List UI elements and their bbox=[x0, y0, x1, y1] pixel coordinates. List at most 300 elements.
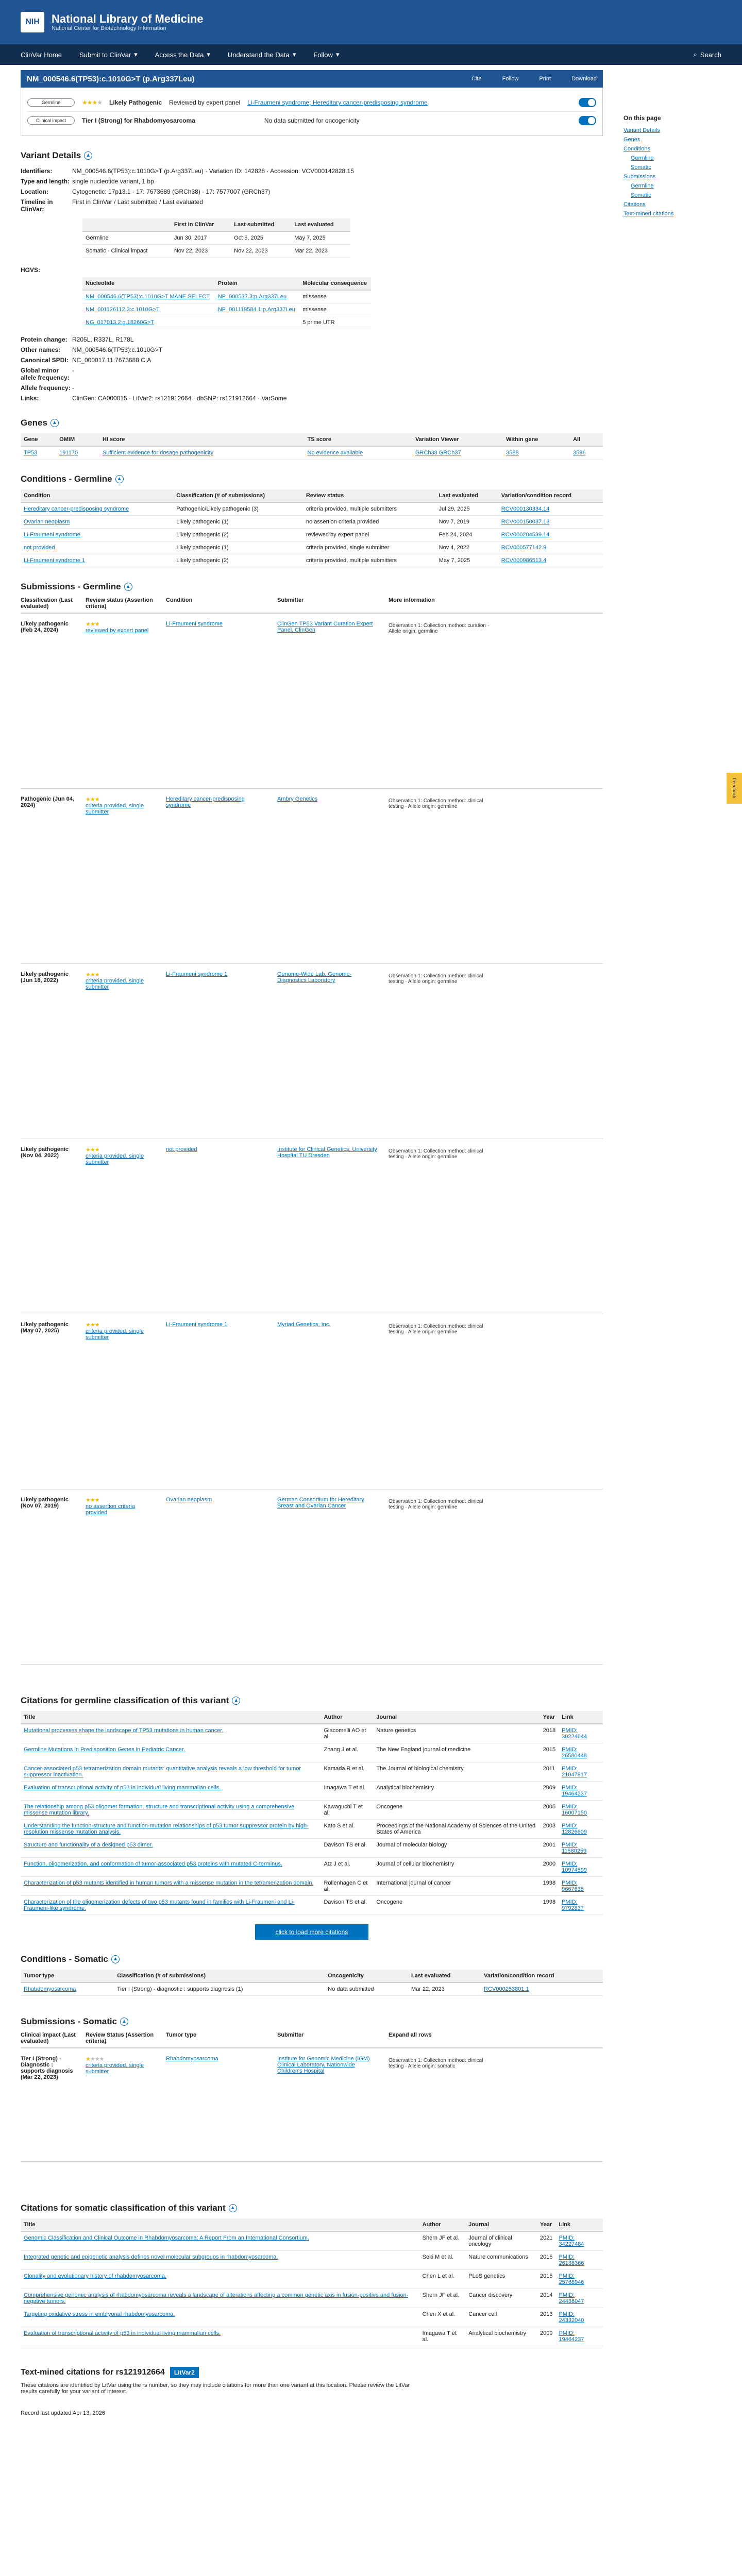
table-text: 2018 bbox=[543, 1727, 556, 1734]
details-list bbox=[21, 166, 603, 214]
table-text: Shern JF et al. bbox=[422, 2292, 460, 2298]
table-link[interactable]: Mutational processes shape the landscape of TP53 mutations in human cancer. bbox=[24, 1727, 224, 1734]
submission-col bbox=[21, 971, 77, 1131]
table-link[interactable]: Li-Fraumeni syndrome 1 bbox=[24, 557, 86, 564]
table-cell bbox=[231, 245, 291, 258]
table-cell bbox=[540, 1801, 559, 1820]
table-link[interactable]: not provided bbox=[24, 545, 55, 551]
table-cell bbox=[21, 1982, 114, 1996]
table-row bbox=[21, 1896, 603, 1915]
table-text: Nov 22, 2023 bbox=[234, 248, 268, 254]
table-link[interactable]: Targeting oxidative stress in embryonal rhabdomyosarcoma. bbox=[24, 2311, 175, 2317]
table-cell bbox=[498, 541, 603, 554]
table-cell bbox=[291, 231, 350, 245]
nih-logo[interactable]: NIH bbox=[21, 12, 44, 32]
table-cell bbox=[173, 541, 303, 554]
submission-col bbox=[86, 1321, 158, 1482]
table-cell bbox=[82, 245, 171, 258]
site-subtitle: National Center for Biotechnology Information bbox=[52, 25, 166, 32]
table-text: no assertion criteria provided bbox=[306, 519, 379, 525]
table-cell bbox=[321, 1858, 373, 1877]
table-cell bbox=[373, 1724, 539, 1743]
review-stars: ★★★ bbox=[86, 621, 99, 628]
citations-somatic-section bbox=[21, 2203, 603, 2346]
collapse-icon[interactable]: ▲ bbox=[115, 475, 124, 483]
table-link[interactable]: Characterization of p53 mutants identified in human tumors with a missense mutation in the tetramerization domain. bbox=[24, 1880, 314, 1886]
table-cell bbox=[56, 446, 99, 460]
summary-label: Germline bbox=[27, 98, 75, 107]
table-cell bbox=[465, 2251, 537, 2270]
table-link[interactable]: PMID: 30224644 bbox=[562, 1727, 587, 1740]
detail-row bbox=[21, 166, 603, 176]
column-header: Link bbox=[555, 2218, 603, 2231]
table-row bbox=[21, 2270, 603, 2289]
nav-item-submit[interactable]: Submit to ClinVar ▾ bbox=[79, 50, 138, 59]
submission-col bbox=[389, 796, 492, 956]
table-row bbox=[21, 516, 603, 529]
submissions-list bbox=[21, 614, 603, 1665]
table-text: reviewed by expert panel bbox=[306, 532, 369, 538]
table-link[interactable]: 191170 bbox=[59, 450, 78, 456]
sidebar-item-submissions[interactable]: Submissions bbox=[623, 174, 656, 180]
submission-col bbox=[277, 796, 380, 956]
print-button[interactable]: Print bbox=[539, 76, 551, 82]
detail-value: NC_000017.11:7673688:C:A bbox=[72, 357, 151, 364]
table-cell bbox=[537, 2308, 555, 2327]
table-link[interactable]: PMID: 19464237 bbox=[562, 1785, 587, 1797]
submission-card bbox=[21, 614, 603, 789]
column-header: Year bbox=[537, 2218, 555, 2231]
detail-row bbox=[21, 365, 603, 383]
detail-value: ClinGen: CA000015 · LitVar2: rs121912664 · dbSNP: rs121912664 · VarSome bbox=[72, 395, 287, 402]
table-link[interactable]: Understanding the function-structure and function-mutation relationships of p53 tumor suppressor protein by high-resolution missense mutation analysis. bbox=[24, 1823, 309, 1835]
column-header: Submitter bbox=[277, 2032, 304, 2038]
detail-value: NM_000546.6(TP53):c.1010G>T bbox=[72, 346, 163, 353]
table-text: Atz J et al. bbox=[324, 1861, 350, 1867]
table-cell bbox=[21, 2231, 419, 2251]
column-header: All bbox=[570, 433, 603, 446]
collapse-icon[interactable]: ▲ bbox=[124, 583, 132, 591]
table-text: missense bbox=[302, 307, 327, 313]
section-title: Text-mined citations for rs121912664 bbox=[21, 2368, 165, 2377]
table-cell bbox=[299, 303, 371, 316]
table-cell bbox=[373, 1839, 539, 1858]
main-nav bbox=[0, 44, 742, 65]
citations-somatic-table bbox=[21, 2218, 603, 2346]
table-link[interactable]: PMID: 34227484 bbox=[559, 2235, 584, 2247]
submission-review[interactable]: reviewed by expert panel bbox=[86, 628, 149, 634]
variant-details-section: Variant Details ▲ Identifiers: NM_000546.6(TP53):c.1010G>T (p.Arg337Leu) · Variation ID: 142828 · Accession: VCV000142828.15 Type and length: single nucleotide variant, 1 bp Location: Cytogenetic: 17p13.1 · 17: 7673689 (GRCh38) · 17: 7577007 (GRCh37) Timeline in ClinVar: First in ClinVar / Last submitted / Last evaluated First in ClinVar Last submitted Last evaluated Germline Jun 30, 2017 Oct 5, 2025 May 7, 2025 Somatic - Clinical impact Nov 22, 2023 Nov 22, 2023 Mar 22, 2023 HGVS: Nucleotide Protein Molecular consequence NM_000546.6(TP53):c.1010G>T MANE SELECT NP_000537.3:p.Arg337Leu missense NM_001126112.3:c.1010G>T NP_001119584.1:p.Arg337Leu missense NG_017013.2:g.18260G>T 5 prime UTR Protein change: R205L, R337L, R178L Other names: NM_000546.6(TP53):c.1010G>T Canonical SPDI: NC_000017.11:7673688:C:A Global minor allele frequency: - Allele frequency: - Links: ClinGen: CA000015 · LitVar2: rs121912664 · dbSNP: rs121912664 · VarSome bbox=[21, 150, 603, 403]
table-link[interactable]: Sufficient evidence for dosage pathogenicity bbox=[103, 450, 214, 456]
table-link[interactable]: Evaluation of transcriptional activity of p53 in individual living mammalian cells. bbox=[24, 1785, 221, 1791]
table-cell bbox=[321, 1782, 373, 1801]
detail-key: Timeline in ClinVar: bbox=[21, 198, 53, 213]
sidebar-item-submissions-somatic[interactable]: Somatic bbox=[631, 192, 651, 198]
table-cell bbox=[299, 316, 371, 329]
sidebar-item-variant-details[interactable]: Variant Details bbox=[623, 127, 660, 133]
table-cell bbox=[291, 245, 350, 258]
collapse-icon[interactable]: ▲ bbox=[50, 419, 59, 427]
table-text: Nov 4, 2022 bbox=[439, 545, 469, 551]
submission-col bbox=[21, 1146, 77, 1307]
table-cell bbox=[436, 516, 498, 529]
submission-condition[interactable]: Li-Fraumeni syndrome bbox=[166, 621, 223, 627]
submission-card: Tier I (Strong) - Diagnostic : supports diagnosis (Mar 22, 2023) ★★★★ criteria provided, single submitter Rhabdomyosarcoma Institute for Genomic Medicine (IGM) Clinical Laboratory, Nationwide Children's Hospital Observation 1: Collection method: clinical testing · Allele origin: somatic bbox=[21, 2048, 603, 2162]
table-link[interactable]: PMID: 21047817 bbox=[562, 1766, 587, 1778]
column-header: Last submitted bbox=[231, 218, 291, 231]
submission-col bbox=[166, 1497, 269, 1657]
table-text: Nov 7, 2019 bbox=[439, 519, 469, 525]
table-link[interactable]: NP_001119584.1:p.Arg337Leu bbox=[217, 307, 295, 313]
table-text: Cancer discovery bbox=[468, 2292, 513, 2298]
variant-header bbox=[21, 70, 603, 88]
timeline-table bbox=[82, 218, 350, 258]
collapse-icon[interactable]: ▲ bbox=[111, 1955, 120, 1963]
table-cell bbox=[498, 529, 603, 541]
table-cell bbox=[21, 2251, 419, 2270]
submission-submitter[interactable]: German Consortium for Hereditary Breast and Ovarian Cancer bbox=[277, 1497, 364, 1509]
download-button[interactable]: Download bbox=[571, 76, 597, 82]
table-cell bbox=[303, 541, 436, 554]
table-cell bbox=[373, 1782, 539, 1801]
table-cell bbox=[481, 1982, 603, 1996]
column-header: Link bbox=[559, 1711, 603, 1724]
table-cell bbox=[559, 1724, 603, 1743]
table-link[interactable]: PMID: 26138366 bbox=[559, 2254, 584, 2266]
table-cell bbox=[419, 2231, 466, 2251]
table-link[interactable]: 3596 bbox=[573, 450, 586, 456]
column-header: First in ClinVar bbox=[171, 218, 231, 231]
table-link[interactable]: NG_017013.2:g.18260G>T bbox=[86, 319, 155, 326]
table-link[interactable]: RCV000150037.13 bbox=[501, 519, 550, 525]
submission-condition[interactable]: not provided bbox=[166, 1146, 197, 1153]
submission-review[interactable]: no assertion criteria provided bbox=[86, 1503, 135, 1516]
table-link[interactable]: TP53 bbox=[24, 450, 38, 456]
table-row bbox=[21, 2251, 603, 2270]
table-text: Likely pathogenic (1) bbox=[176, 519, 229, 525]
table-cell bbox=[373, 1801, 539, 1820]
sidebar-item-conditions-germline[interactable]: Germline bbox=[631, 155, 654, 161]
submission-submitter[interactable]: ClinGen TP53 Variant Curation Expert Panel, ClinGen bbox=[277, 621, 373, 633]
table-row bbox=[82, 290, 371, 303]
column-header: More information bbox=[389, 597, 435, 603]
submission-observation: Observation 1: Collection method: curation · Allele origin: germline bbox=[389, 623, 490, 634]
table-cell bbox=[465, 2289, 537, 2308]
table-cell bbox=[436, 502, 498, 516]
submissions-somatic-section bbox=[21, 2016, 603, 2162]
detail-row bbox=[21, 393, 603, 403]
column-header: Variation Viewer bbox=[412, 433, 503, 446]
table-link[interactable]: Evaluation of transcriptional activity of p53 in individual living mammalian cells. bbox=[24, 2330, 221, 2336]
submission-condition[interactable]: Hereditary cancer-predisposing syndrome bbox=[166, 796, 245, 808]
submission-review[interactable]: criteria provided, single submitter bbox=[86, 2062, 144, 2075]
table-cell bbox=[537, 2270, 555, 2289]
table-link[interactable]: PMID: 19464237 bbox=[559, 2330, 584, 2343]
table-row bbox=[21, 1724, 603, 1743]
submission-review[interactable]: criteria provided, single submitter bbox=[86, 803, 144, 815]
nav-item-follow[interactable]: Follow ▾ bbox=[313, 50, 340, 59]
summary-toggle[interactable] bbox=[579, 116, 596, 125]
summary-condition[interactable]: Li-Fraumeni syndrome; Hereditary cancer-predisposing syndrome bbox=[247, 99, 428, 106]
table-cell bbox=[465, 2270, 537, 2289]
table-text: Oncogene bbox=[376, 1804, 403, 1810]
table-text: Davison TS et al. bbox=[324, 1842, 367, 1848]
section-title: Citations for somatic classification of this variant bbox=[21, 2203, 226, 2213]
column-header: Tumor type bbox=[21, 1970, 114, 1982]
sidebar-item-submissions-germline[interactable]: Germline bbox=[631, 183, 654, 189]
nav-item-home[interactable]: ClinVar Home bbox=[21, 50, 62, 59]
table-cell bbox=[498, 554, 603, 567]
table-cell bbox=[21, 1896, 321, 1915]
table-link[interactable]: RCV000986513.4 bbox=[501, 557, 547, 564]
table-link[interactable]: NM_001126112.3:c.1010G>T bbox=[86, 307, 160, 313]
table-cell bbox=[303, 529, 436, 541]
conditions-somatic-table bbox=[21, 1970, 603, 1996]
genes-section bbox=[21, 418, 603, 460]
table-link[interactable]: Germline Mutations in Predisposition Genes in Pediatric Cancer. bbox=[24, 1747, 185, 1753]
main-content bbox=[21, 65, 603, 2416]
table-row bbox=[21, 529, 603, 541]
table-link[interactable]: Clonality and evolutionary history of rhabdomyosarcoma. bbox=[24, 2273, 166, 2279]
column-header: Author bbox=[419, 2218, 466, 2231]
detail-value: First in ClinVar / Last submitted / Last evaluated bbox=[72, 198, 203, 206]
detail-row bbox=[21, 176, 603, 187]
load-more-citations-button[interactable]: click to load more citations bbox=[255, 1924, 368, 1940]
submission-condition[interactable]: Li-Fraumeni syndrome 1 bbox=[166, 1321, 228, 1328]
submission-col bbox=[277, 621, 380, 781]
review-stars: ★★★ bbox=[86, 1147, 99, 1153]
table-link[interactable]: Li-Fraumeni syndrome bbox=[24, 532, 81, 538]
variant-title: NM_000546.6(TP53):c.1010G>T (p.Arg337Leu) bbox=[27, 74, 195, 83]
table-cell bbox=[540, 1782, 559, 1801]
table-link[interactable]: Hereditary cancer-predisposing syndrome bbox=[24, 506, 129, 512]
table-cell bbox=[215, 316, 299, 329]
table-cell bbox=[82, 316, 215, 329]
table-cell bbox=[537, 2231, 555, 2251]
table-cell bbox=[540, 1896, 559, 1915]
table-link[interactable]: RCV000253801.1 bbox=[484, 1986, 529, 1992]
table-link[interactable]: Comprehensive genomic analysis of rhabdomyosarcoma reveals a landscape of alterations affecting a common genetic axis in fusion-positive and fusion-negative tumors. bbox=[24, 2292, 409, 2304]
table-text: Likely pathogenic (2) bbox=[176, 557, 229, 564]
collapse-icon[interactable]: ▲ bbox=[232, 1697, 240, 1705]
submission-observation: Observation 1: Collection method: clinical testing · Allele origin: germline bbox=[389, 798, 483, 809]
table-text: Kato S et al. bbox=[324, 1823, 355, 1829]
table-link[interactable]: RCV000577142.9 bbox=[501, 545, 547, 551]
submission-submitter[interactable]: Myriad Genetics, Inc. bbox=[277, 1321, 331, 1328]
table-cell bbox=[21, 1858, 321, 1877]
table-text: 1998 bbox=[543, 1880, 556, 1886]
summary-review: Reviewed by expert panel bbox=[169, 99, 241, 106]
table-link[interactable]: Genomic Classification and Clinical Outcome in Rhabdomyosarcoma: A Report From an International Consortium. bbox=[24, 2235, 309, 2241]
sidebar-item-conditions[interactable]: Conditions bbox=[623, 146, 650, 152]
submission-col bbox=[166, 1146, 269, 1307]
submission-review[interactable]: criteria provided, single submitter bbox=[86, 1153, 144, 1165]
submission-col bbox=[21, 621, 77, 781]
submission-review[interactable]: criteria provided, single submitter bbox=[86, 978, 144, 990]
column-header bbox=[82, 218, 171, 231]
table-text: Nov 22, 2023 bbox=[174, 248, 208, 254]
table-link[interactable]: Characterization of the oligomerization defects of two p53 mutants found in families with Li-Fraumeni and Li-Fraumeni-like syndrome. bbox=[24, 1899, 295, 1911]
table-cell bbox=[303, 516, 436, 529]
citations-germline-table bbox=[21, 1711, 603, 1915]
table-cell bbox=[215, 290, 299, 303]
review-stars: ★★★★ bbox=[82, 99, 103, 106]
table-link[interactable]: Structure and functionality of a designed p53 dimer. bbox=[24, 1842, 153, 1848]
table-cell bbox=[21, 2308, 419, 2327]
table-cell bbox=[373, 1820, 539, 1839]
table-text: Seki M et al. bbox=[422, 2254, 454, 2260]
table-cell bbox=[540, 1724, 559, 1743]
table-link[interactable]: Rhabdomyosarcoma bbox=[24, 1986, 76, 1992]
site-title[interactable]: National Library of Medicine bbox=[52, 12, 204, 25]
column-header: Last evaluated bbox=[291, 218, 350, 231]
table-link[interactable]: Integrated genetic and epigenetic analysis defines novel molecular subgroups in rhabdomyosarcoma. bbox=[24, 2254, 278, 2260]
table-cell bbox=[173, 502, 303, 516]
table-link[interactable]: PMID: 9667635 bbox=[562, 1880, 584, 1892]
table-cell bbox=[21, 1839, 321, 1858]
table-text: Feb 24, 2024 bbox=[439, 532, 473, 538]
sidebar-item-citations[interactable]: Citations bbox=[623, 201, 646, 208]
table-link[interactable]: PMID: 26580448 bbox=[562, 1747, 587, 1759]
detail-row bbox=[21, 187, 603, 197]
table-text: Oncogene bbox=[376, 1899, 403, 1905]
collapse-icon[interactable]: ▲ bbox=[229, 2204, 237, 2212]
table-text: Nature genetics bbox=[376, 1727, 416, 1734]
table-row bbox=[21, 2289, 603, 2308]
submission-condition[interactable]: Ovarian neoplasm bbox=[166, 1497, 212, 1503]
table-cell bbox=[21, 1877, 321, 1896]
sidebar-item-conditions-somatic[interactable]: Somatic bbox=[631, 164, 651, 171]
cite-button[interactable]: Cite bbox=[471, 76, 482, 82]
table-cell bbox=[321, 1820, 373, 1839]
submission-classification: Likely pathogenic (Feb 24, 2024) bbox=[21, 621, 69, 633]
table-row bbox=[21, 2327, 603, 2346]
detail-value: - bbox=[72, 384, 74, 392]
column-header: Last evaluated bbox=[436, 489, 498, 502]
review-stars: ★★★ bbox=[86, 796, 99, 803]
submission-col bbox=[86, 1497, 158, 1657]
table-cell bbox=[21, 516, 173, 529]
submission-submitter[interactable]: Ambry Genetics bbox=[277, 796, 318, 802]
table-text: 2015 bbox=[540, 2273, 553, 2279]
table-cell bbox=[114, 1982, 325, 1996]
table-text: 2001 bbox=[543, 1842, 556, 1848]
submission-col bbox=[21, 1497, 77, 1657]
submission-col bbox=[277, 1497, 380, 1657]
submission-submitter[interactable]: Institute for Clinical Genetics, University Hospital TU Dresden bbox=[277, 1146, 377, 1159]
column-header: Condition bbox=[21, 489, 173, 502]
table-link[interactable]: PMID: 16007150 bbox=[562, 1804, 587, 1816]
column-header: Within gene bbox=[503, 433, 570, 446]
submission-card bbox=[21, 1489, 603, 1665]
collapse-icon[interactable]: ▲ bbox=[84, 151, 92, 160]
table-text: Somatic - Clinical impact bbox=[86, 248, 148, 254]
table-row bbox=[82, 303, 371, 316]
table-text: May 7, 2025 bbox=[294, 235, 326, 241]
table-link[interactable]: GRCh38 GRCh37 bbox=[415, 450, 461, 456]
litvar-badge[interactable]: LitVar2 bbox=[170, 2367, 199, 2378]
table-link[interactable]: The relationship among p53 oligomer formation, structure and transcriptional activity using a comprehensive missense mutation library. bbox=[24, 1804, 295, 1816]
nav-item-access[interactable]: Access the Data ▾ bbox=[155, 50, 210, 59]
sidebar-heading: On this page bbox=[623, 114, 661, 122]
table-cell bbox=[503, 446, 570, 460]
table-link[interactable]: Function, oligomerization, and conformation of tumor-associated p53 proteins with mutated C-terminus. bbox=[24, 1861, 282, 1867]
summary-toggle[interactable] bbox=[579, 98, 596, 107]
litvar-text: These citations are identified by LitVar using the rs number, so they may include citations for more than one variant at this location. Please review the LitVar results carefully for your variant of interest. bbox=[21, 2382, 410, 2395]
submission-review[interactable]: criteria provided, single submitter bbox=[86, 1328, 144, 1341]
sidebar-item-text-mined-citations[interactable]: Text-mined citations bbox=[623, 211, 674, 217]
table-cell bbox=[373, 1762, 539, 1782]
table-link[interactable]: Cancer-associated p53 tetramerization domain mutants: quantitative analysis reveals a low threshold for tumor suppressor inactivation. bbox=[24, 1766, 301, 1778]
table-row bbox=[82, 231, 350, 245]
table-row bbox=[21, 554, 603, 567]
table-link[interactable]: NM_000546.6(TP53):c.1010G>T MANE SELECT bbox=[86, 294, 210, 300]
submission-submitter[interactable]: Institute for Genomic Medicine (IGM) Clinical Laboratory, Nationwide Children's Hospital bbox=[277, 2056, 370, 2074]
submission-submitter[interactable]: Genome-Wide Lab, Genome-Diagnostics Laboratory bbox=[277, 971, 352, 984]
table-link[interactable]: PMID: 24436047 bbox=[559, 2292, 584, 2304]
table-link[interactable]: PMID: 25768946 bbox=[559, 2273, 584, 2285]
table-link[interactable]: No evidence available bbox=[307, 450, 363, 456]
table-link[interactable]: 3588 bbox=[506, 450, 519, 456]
table-cell bbox=[540, 1839, 559, 1858]
table-link[interactable]: PMID: 24332040 bbox=[559, 2311, 584, 2324]
nav-item-understand[interactable]: Understand the Data ▾ bbox=[227, 50, 296, 59]
table-link[interactable]: RCV000130334.14 bbox=[501, 506, 550, 512]
table-text: Mar 22, 2023 bbox=[294, 248, 328, 254]
submissions-header bbox=[21, 597, 603, 614]
table-text: 1998 bbox=[543, 1899, 556, 1905]
table-cell bbox=[419, 2270, 466, 2289]
table-cell bbox=[436, 529, 498, 541]
table-link[interactable]: PMID: 9792837 bbox=[562, 1899, 584, 1911]
column-header: Title bbox=[21, 1711, 321, 1724]
submission-observation: Observation 1: Collection method: clinical testing · Allele origin: germline bbox=[389, 1324, 483, 1335]
table-text: Journal of clinical oncology bbox=[468, 2235, 512, 2247]
summary-somatic bbox=[27, 112, 596, 129]
table-text: Kawaguchi T et al. bbox=[324, 1804, 363, 1816]
conditions-germline-section bbox=[21, 474, 603, 567]
submission-col bbox=[389, 1497, 492, 1657]
table-text: Imagawa T et al. bbox=[324, 1785, 366, 1791]
table-link[interactable]: PMID: 11580259 bbox=[562, 1842, 587, 1854]
table-cell bbox=[171, 245, 231, 258]
table-link[interactable]: PMID: 10974599 bbox=[562, 1861, 587, 1873]
search-button[interactable]: ⌕ Search bbox=[693, 50, 721, 59]
sidebar-item-genes[interactable]: Genes bbox=[623, 137, 640, 143]
submission-condition[interactable]: Rhabdomyosarcoma bbox=[166, 2056, 218, 2062]
table-cell bbox=[21, 2270, 419, 2289]
column-header: Variation/condition record bbox=[498, 489, 603, 502]
table-link[interactable]: Ovarian neoplasm bbox=[24, 519, 70, 525]
submission-col bbox=[277, 971, 380, 1131]
table-link[interactable]: PMID: 12826609 bbox=[562, 1823, 587, 1835]
submission-card bbox=[21, 789, 603, 964]
table-cell bbox=[21, 1801, 321, 1820]
collapse-icon[interactable]: ▲ bbox=[120, 2018, 128, 2026]
detail-row bbox=[21, 383, 603, 393]
table-link[interactable]: NP_000537.3:p.Arg337Leu bbox=[217, 294, 287, 300]
feedback-button[interactable]: Feedback bbox=[727, 773, 742, 804]
table-cell bbox=[465, 2231, 537, 2251]
column-header: Review status bbox=[303, 489, 436, 502]
table-link[interactable]: RCV000204539.14 bbox=[501, 532, 550, 538]
follow-button[interactable]: Follow bbox=[502, 76, 519, 82]
table-cell bbox=[559, 1820, 603, 1839]
table-row bbox=[21, 446, 603, 460]
table-text: Giacomelli AO et al. bbox=[324, 1727, 366, 1740]
table-cell bbox=[540, 1762, 559, 1782]
submission-condition[interactable]: Li-Fraumeni syndrome 1 bbox=[166, 971, 228, 977]
